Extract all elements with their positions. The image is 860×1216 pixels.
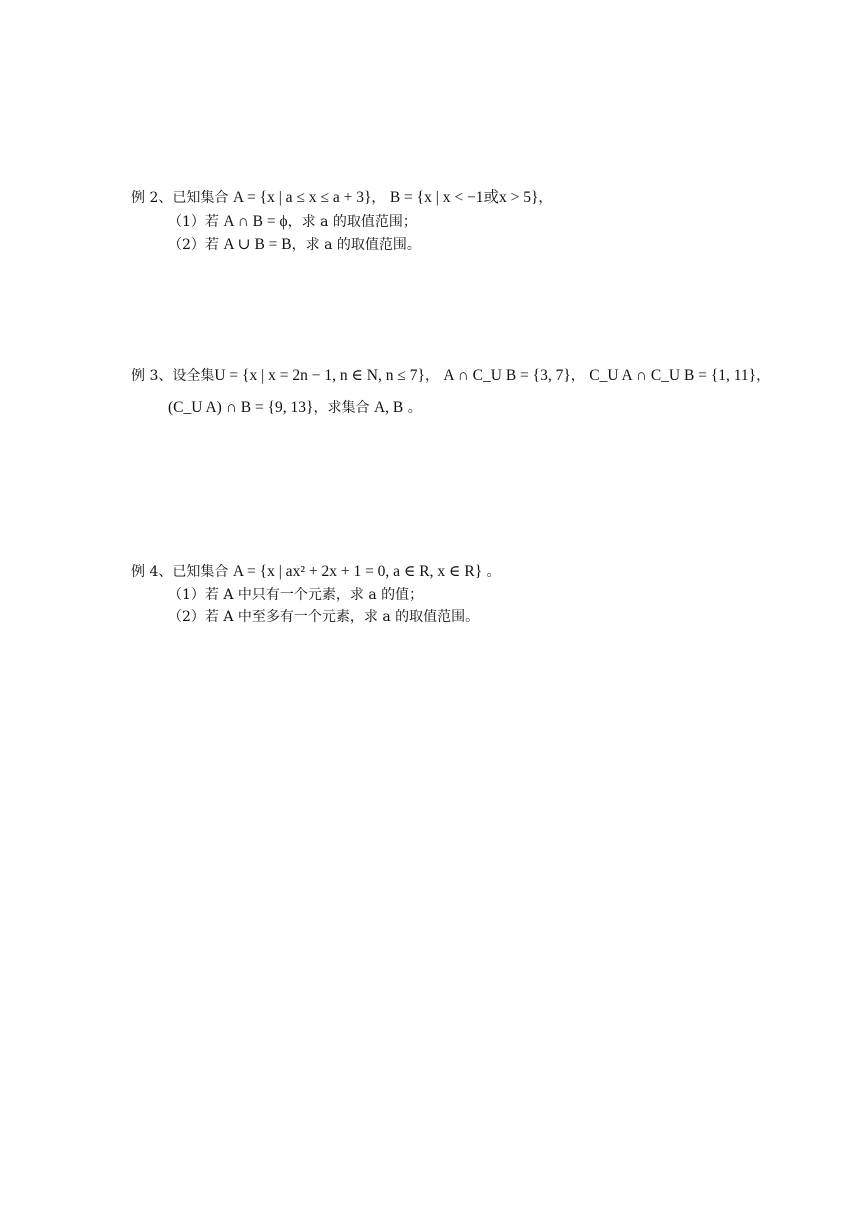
example-3-target: A, B (373, 399, 404, 416)
example-2-set-a: A = {x | a ≤ x ≤ a + 3} (232, 189, 372, 206)
example-2-statement (131, 188, 552, 208)
separator: ， (424, 368, 439, 384)
example-2-title: 例 2、已知集合 (131, 190, 229, 206)
separator: ， (756, 368, 771, 384)
example-3-condition-3: (C_U A) ∩ B = {9, 13} (168, 399, 314, 416)
question-label: （2）若 (168, 237, 219, 253)
example-3-ask: ，求集合 (313, 400, 370, 416)
question-text: ，求 a 的取值范围； (287, 214, 417, 230)
question-formula: A ∪ B = B (223, 236, 292, 253)
separator: ， (371, 190, 386, 206)
example-4-question-1 (168, 585, 423, 605)
example-4-statement (131, 562, 501, 582)
example-3-condition-1: A ∩ C_U B = {3, 7} (443, 367, 571, 384)
example-2-question-1 (168, 212, 417, 232)
example-2-question-2 (168, 235, 421, 255)
question-text: （2）若 A 中至多有一个元素，求 a 的取值范围。 (168, 609, 480, 625)
example-4-question-2 (168, 607, 479, 627)
example-3-continuation (168, 398, 422, 418)
question-label: （1）若 (168, 214, 219, 230)
example-4-title: 例 4、已知集合 (131, 564, 229, 580)
example-3-condition-2: C_U A ∩ C_U B = {1, 11} (589, 367, 757, 384)
example-3-statement (131, 366, 770, 386)
punctuation: 。 (407, 400, 422, 416)
example-3-title: 例 3、设全集 (131, 368, 215, 384)
separator: ， (570, 368, 585, 384)
question-text: ，求 a 的取值范围。 (291, 237, 421, 253)
question-formula: A ∩ B = ϕ (223, 213, 288, 230)
example-4-set-a: A = {x | ax² + 2x + 1 = 0, a ∈ R, x ∈ R} (232, 563, 483, 580)
example-2-set-b: B = {x | x < −1或x > 5} (389, 189, 539, 206)
question-text: （1）若 A 中只有一个元素，求 a 的值； (168, 587, 424, 603)
punctuation: 。 (486, 564, 501, 580)
example-3-set-u: U = {x | x = 2n − 1, n ∈ N, n ≤ 7} (214, 367, 425, 384)
punctuation: ， (538, 190, 553, 206)
